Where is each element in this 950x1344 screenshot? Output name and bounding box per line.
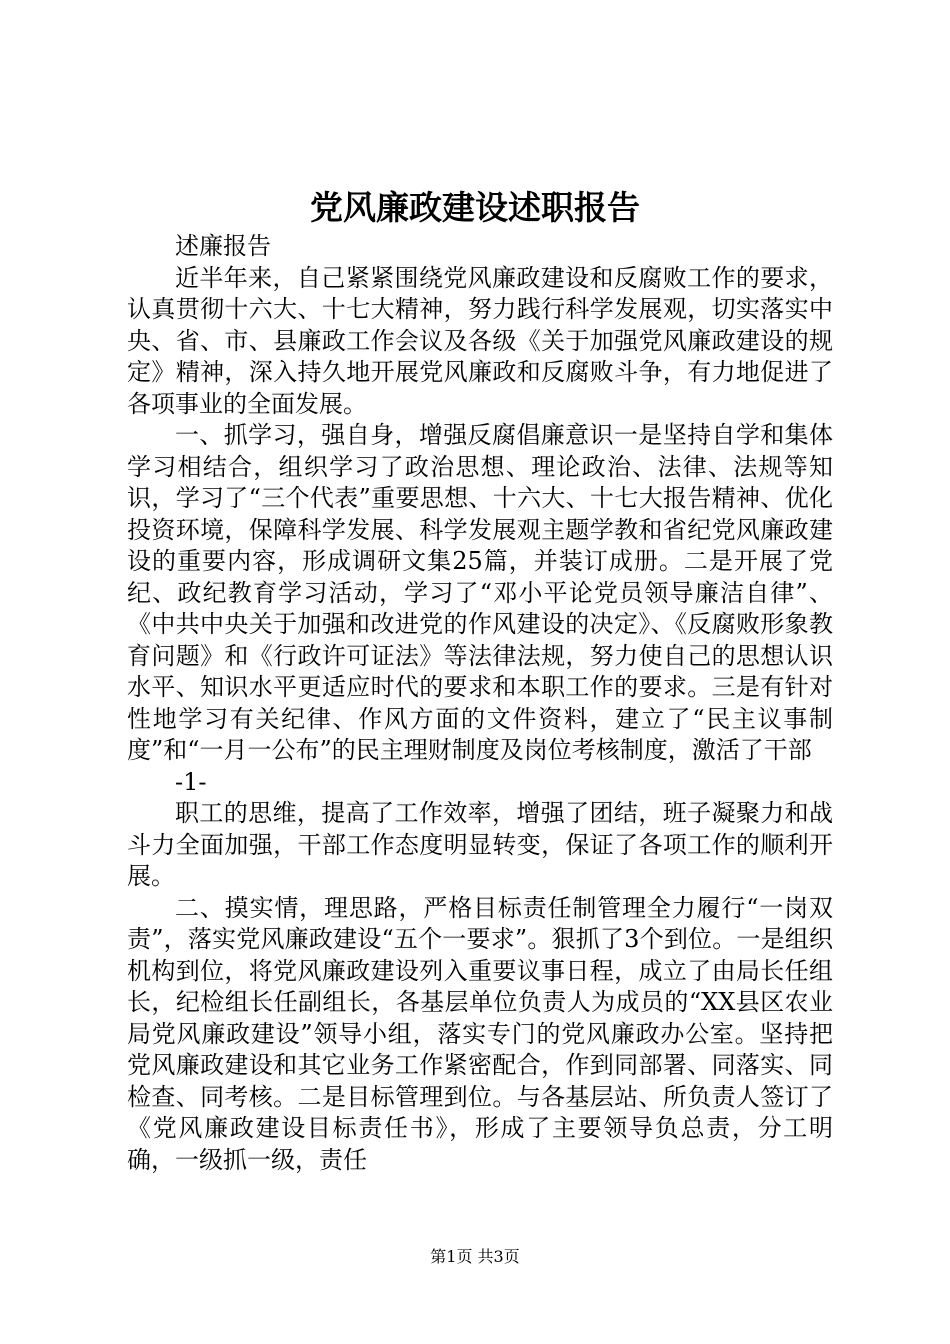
page-footer: 第1页 共3页 — [430, 1247, 520, 1266]
inline-page-marker: -1- — [175, 767, 207, 796]
document-body — [127, 231, 833, 1176]
paragraph-continuation: 职工的思维，提高了工作效率，增强了团结，班子凝聚力和战斗力全面加强，干部工作态度明显转变，保证了各项工作的顺利开展。 — [127, 799, 833, 890]
document-title: 党风廉政建设述职报告 — [310, 188, 640, 227]
paragraph-section-one: 一、抓学习，强自身，增强反腐倡廉意识一是坚持自学和集体学习相结合，组织学习了政治思想、理论政治、法律、法规等知识，学习了“三个代表”重要思想、十六大、十七大报告精神、优化投资环境，保障科学发展、科学发展观主题学教和省纪党风廉政建设的重要内容，形成调研文集25篇，并装订成册。二是开展了党纪、政纪教育学习活动，学习了“邓小平论党员领导廉洁自律”、《中共中央关于加强和改进党的作风建设的决定》、《反腐败形象教育问题》和《行政许可证法》等法律法规，努力使自己的思想认识水平、知识水平更适应时代的要求和本职工作的要求。三是有针对性地学习有关纪律、作风方面的文件资料，建立了“民主议事制度”和“一月一公布”的民主理财制度及岗位考核制度，激活了干部 — [127, 421, 833, 764]
paragraph-section-two: 二、摸实情，理思路，严格目标责任制管理全力履行“一岗双责”，落实党风廉政建设“五个一要求”。狠抓了3个到位。一是组织机构到位，将党风廉政建设列入重要议事日程，成立了由局长任组长，纪检组长任副组长，各基层单位负责人为成员的“XX县区农业局党风廉政建设”领导小组，落实专门的党风廉政办公室。坚持把党风廉政建设和其它业务工作紧密配合，作到同部署、同落实、同检查、同考核。二是目标管理到位。与各基层站、所负责人签订了《党风廉政建设目标责任书》，形成了主要领导负总责，分工明确，一级抓一级，责任 — [127, 893, 833, 1174]
paragraph-heading: 述廉报告 — [175, 232, 271, 260]
paragraph-intro: 近半年来，自己紧紧围绕党风廉政建设和反腐败工作的要求，认真贯彻十六大、十七大精神，努力践行科学发展观，切实落实中央、省、市、县廉政工作会议及各级《关于加强党风廉政建设的规定》精神，深入持久地开展党风廉政和反腐败斗争，有力地促进了各项事业的全面发展。 — [127, 263, 833, 418]
